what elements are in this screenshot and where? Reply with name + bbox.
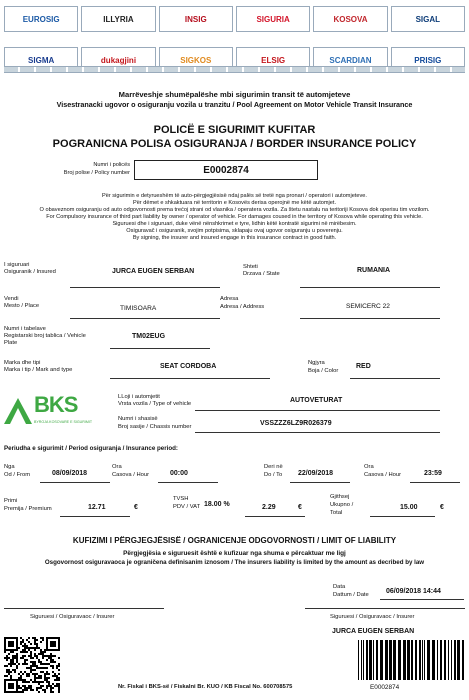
- plate-label-2: Registarski broj tablica / Vehicle: [4, 333, 86, 339]
- kind-value: AUTOVETURAT: [290, 397, 343, 404]
- to-label-2: Do / To: [264, 472, 283, 478]
- footer-policy-number: E0002874: [370, 684, 400, 691]
- intro-line: For Compulsory insurance of third part liability by owner / operator of vehicle. For damages coused in the territory of Kosova while operating this vehicle.: [46, 214, 423, 220]
- decorative-strip: [4, 66, 465, 73]
- date-value: 06/09/2018 14:44: [386, 588, 441, 595]
- plate-value: TM02EUG: [132, 333, 166, 340]
- illyria-logo: ILLYRIA: [81, 6, 155, 32]
- state-value: RUMANIA: [357, 267, 391, 274]
- total-label-3: Total: [330, 510, 343, 516]
- intro-line: Siguruesi dhe i siguruari, duke vënë nënshkrimet e tyre, lidhin këtë kontratë sigurimi në mirëbesim.: [112, 221, 357, 227]
- period-title: Periudha e sigurimit / Period osiguranja / Insurance period:: [4, 445, 178, 452]
- agreement-line-1: Marrëveshje shumëpalëshe mbi sigurimin transit të automjeteve: [118, 90, 351, 99]
- to-hour: 23:59: [424, 470, 442, 477]
- address-label-2: Adresa / Address: [220, 304, 265, 310]
- date-label-2: Dattum / Date: [333, 592, 369, 598]
- chassis-label-1: Numri i shasisë: [118, 416, 158, 422]
- sigkos-logo: SIGKOS: [159, 47, 233, 73]
- intro-text: [0, 193, 469, 242]
- mark-value: SEAT CORDOBA: [160, 363, 217, 370]
- vat-label-1: TVSH: [173, 496, 189, 502]
- barcode: [358, 640, 464, 680]
- intro-line: Osiguravač i osiguranik, svojim potpisima, sklapaju ovaj ugovor osiguranju u poverenju.: [126, 228, 343, 234]
- fiscal-number: Nr. Fiskal i BKS-së / Fiskalni Br. KUO / KB Fiscal No. 600708575: [118, 684, 293, 690]
- insurer-signature-line: [4, 608, 164, 609]
- bks-tagline: BYROJA KOSOVARE E SIGURIMIT: [34, 420, 93, 424]
- color-label-1: Ngjyra: [308, 360, 325, 366]
- mark-label-1: Marka dhe tipi: [4, 360, 41, 366]
- state-label-1: Shteti: [243, 264, 258, 270]
- insig-logo: INSIG: [159, 6, 233, 32]
- vat-currency: €: [298, 504, 302, 511]
- kind-label-2: Vrsta vozila / Type of vehicle: [118, 401, 192, 407]
- from-label-1: Nga: [4, 464, 15, 470]
- premium-label-2: Premija / Premium: [4, 506, 52, 512]
- liability-title: KUFIZIMI I PËRGJEGJËSISË / OGRANICENJE ODGOVORNOSTI / LIMIT OF LIABILITY: [72, 536, 397, 545]
- premium-value: 12.71: [88, 504, 106, 511]
- plate-label-1: Numri i tabelave: [4, 326, 46, 332]
- vat-rate: 18.00 %: [204, 501, 230, 508]
- premium-label-1: Primi: [4, 498, 18, 504]
- dukagjini-logo: dukagjini: [81, 47, 155, 73]
- kind-label-1: LLoji i automjetit: [118, 394, 160, 400]
- place-label-2: Mesto / Place: [4, 303, 40, 309]
- insured-label-1: I siguruari: [4, 262, 30, 268]
- sigma-logo: SIGMA: [4, 47, 78, 73]
- siguria-logo: SIGURIA: [236, 6, 310, 32]
- color-value: RED: [356, 363, 371, 370]
- elsig-logo: ELSIG: [236, 47, 310, 73]
- mark-label-2: Marka i tip / Mark and type: [4, 367, 73, 373]
- insurer-signature-label: Siguruesi / Osiguravaoc / Insurer: [30, 614, 115, 620]
- bks-name: BKS: [34, 392, 78, 417]
- color-label-2: Boja / Color: [308, 368, 339, 374]
- qr-code: [4, 637, 60, 693]
- total-currency: €: [440, 504, 444, 511]
- to-date: 22/09/2018: [298, 470, 334, 477]
- address-value: SEMICERC 22: [346, 303, 390, 310]
- vat-value: 2.29: [262, 504, 276, 511]
- place-label-1: Vendi: [4, 296, 19, 302]
- to-label-1: Deri në: [264, 464, 283, 470]
- premium-currency: €: [134, 504, 138, 511]
- place-value: TIMISOARA: [120, 305, 157, 312]
- liability-line-1: Përgjegjësia e siguruesit është e kufizuar nga shuma e përcaktuar me ligj: [123, 550, 346, 557]
- policy-title-2: POGRANICNA POLISA OSIGURANJA / BORDER INSURANCE POLICY: [52, 138, 417, 150]
- policy-number: E0002874: [134, 160, 318, 180]
- policy-number-label-1: Numri i policës: [93, 162, 130, 168]
- vat-label-2: PDV / VAT: [173, 504, 201, 510]
- address-label-1: Adresa: [220, 296, 239, 302]
- from-date: 08/09/2018: [52, 470, 88, 477]
- intro-line: By signing, the insurer and insured engage in this insurance contract in good faith.: [132, 235, 337, 241]
- agreement-line-2: Visestranacki ugovor o osiguranju vozila u tranzitu / Pool Agreement on Motor Vehicle Transit Insurance: [56, 100, 413, 109]
- total-label-1: Gjithsej: [330, 494, 350, 500]
- scardian-logo: SCARDIAN: [313, 47, 387, 73]
- chassis-label-2: Broj sasije / Chassis number: [118, 424, 192, 430]
- sigal-logo: SIGAL: [391, 6, 465, 32]
- to-hour-label-2: Casova / Hour: [364, 472, 402, 478]
- prisig-logo: PRISIG: [391, 47, 465, 73]
- from-hour: 00:00: [170, 470, 188, 477]
- insured-label-2: Osiguranik / Insured: [4, 269, 56, 275]
- intro-line: O obaveznom osiguranju od auto odgovornosti prema trećoj strani od vlasnika / operatera vozila. Za štetu nastalu na teritoriji Kosova dok operisu tim vozilom.: [39, 207, 430, 213]
- insured-signature-label: Siguruesi / Osiguravaoc / Insurer: [330, 614, 415, 620]
- chassis-value: VSSZZZ6LZ9R026379: [260, 420, 332, 427]
- bks-logo: [4, 392, 93, 432]
- from-label-2: Od / From: [4, 472, 31, 478]
- from-hour-label-2: Casova / Hour: [112, 472, 150, 478]
- total-value: 15.00: [400, 504, 418, 511]
- liability-line-2: Osgovornost osiguravaoca je ograničena definisanim iznosom / The insurers liability is limited by the amount as decribed by law: [44, 559, 425, 566]
- state-label-2: Drzava / State: [243, 271, 280, 277]
- kosova-logo: KOSOVA: [313, 6, 387, 32]
- policy-number-label-2: Broj polise / Policy number: [63, 170, 130, 176]
- from-hour-label-1: Ora: [112, 464, 122, 470]
- date-label-1: Data: [333, 584, 346, 590]
- insured-underline: [70, 287, 220, 288]
- policy-title-1: POLICË E SIGURIMIT KUFITAR: [153, 124, 316, 136]
- insured-name: JURCA EUGEN SERBAN: [112, 268, 195, 275]
- plate-label-3: Plate: [4, 340, 18, 346]
- to-hour-label-1: Ora: [364, 464, 374, 470]
- intro-line: Për dëmet e shkaktuara në territorin e Kosovës derisa operojnë me këtë automjet.: [132, 200, 337, 206]
- intro-line: Për sigurimin e detyrueshëm të auto-përgjegjësisë ndaj palës së tretë nga pronari / operatori i automjeteve.: [102, 193, 367, 199]
- insured-signature-name: JURCA EUGEN SERBAN: [332, 628, 415, 635]
- insured-signature-line: [305, 608, 465, 609]
- total-label-2: Ukupno /: [330, 502, 354, 508]
- eurosig-logo: EUROSIG: [4, 6, 78, 32]
